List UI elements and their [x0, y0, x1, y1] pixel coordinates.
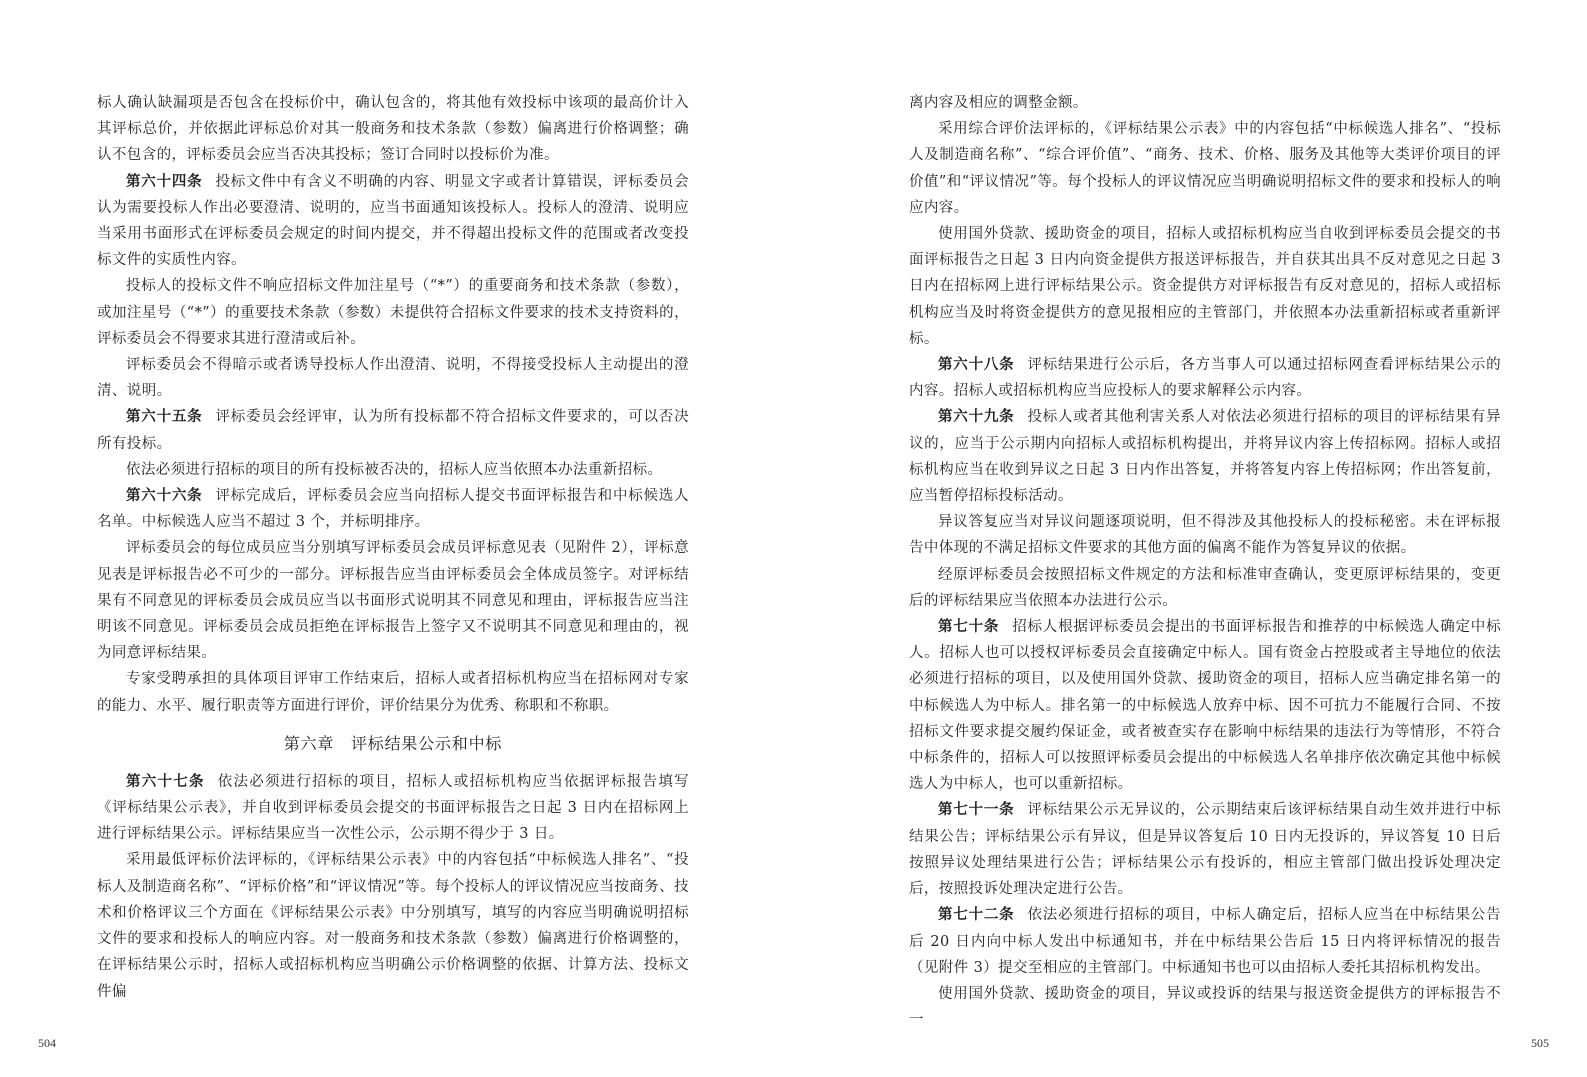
paragraph [909, 352, 1501, 404]
paragraph [909, 902, 1501, 981]
article-number: 第七十一条 [938, 801, 1015, 819]
paragraph-text: 经原评标委员会按照招标文件规定的方法和标准审查确认，变更原评标结果的，变更后的评标结果应当依照本办法进行公示。 [909, 566, 1501, 609]
paragraph [97, 769, 689, 848]
paragraph-text: 评标委员会的每位成员应当分别填写评标委员会成员评标意见表（见附件 2），评标意见表是评标报告必不可少的一部分。评标报告应当由评标委员会全体成员签字。对评标结果有不同意见的评标委员会成员应当以书面形式说明其不同意见和理由，评标报告应当注明该不同意见。评标委员会成员拒绝在评标报告上签字又不说明其不同意见和理由的，视为同意评标结果。 [97, 540, 689, 662]
article-number: 第六十八条 [938, 356, 1015, 374]
paragraph [97, 273, 689, 352]
paragraph-text: 离内容及相应的调整金额。 [909, 95, 1088, 111]
paragraph-text: 投标人的投标文件不响应招标文件加注星号（“*”）的重要商务和技术条款（参数），或加注星号（“*”）的重要技术条款（参数）未提供符合招标文件要求的技术支持资料的，评标委员会不得要求其进行澄清或后补。 [97, 278, 689, 347]
paragraph [909, 509, 1501, 561]
paragraph-text: 依法必须进行招标的项目，招标人或招标机构应当依据评标报告填写《评标结果公示表》，并自收到评标委员会提交的书面评标报告之日起 3 日内在招标网上进行评标结果公示。评标结果应当一次性公示，公示期不得少于 3 日。 [97, 773, 690, 843]
paragraph [909, 221, 1501, 352]
paragraph-text: 评标完成后，评标委员会应当向招标人提交书面评标报告和中标候选人名单。中标候选人应当不超过 3 个，并标明排序。 [97, 488, 689, 531]
paragraph-text: 依法必须进行招标的项目的所有投标被否决的，招标人应当依照本办法重新招标。 [126, 461, 663, 478]
left-page-body [97, 90, 689, 1005]
article-number: 第七十条 [938, 618, 1000, 636]
paragraph-text: 投标人或者其他利害关系人对依法必须进行招标的项目的评标结果有异议的，应当于公示期内向招标人或招标机构提出，并将异议内容上传招标网。招标人或招标机构应当在收到异议之日起 3 日内作出答复，并将答复内容上传招标网；作出答复前，应当暂停招标投标活动。 [909, 409, 1501, 505]
paragraph [909, 614, 1501, 797]
paragraph [97, 847, 689, 1004]
paragraph [97, 535, 689, 666]
paragraph [909, 981, 1501, 1033]
paragraph [97, 90, 689, 169]
paragraph-text: 标人确认缺漏项是否包含在投标价中，确认包含的，将其他有效投标中该项的最高价计入其评标总价，并依据此评标总价对其一般商务和技术条款（参数）偏离进行价格调整；确认不包含的，评标委员会应当否决其投标；签订合同时以投标价为准。 [97, 95, 689, 164]
paragraph-text: 招标人根据评标委员会提出的书面评标报告和推荐的中标候选人确定中标人。招标人也可以授权评标委员会直接确定中标人。国有资金占控股或者主导地位的依法必须进行招标的项目，以及使用国外贷款、援助资金的项目，招标人应当确定排名第一的中标候选人为中标人。排名第一的中标候选人放弃中标、因不可抗力不能履行合同、不按招标文件要求提交履约保证金，或者被查实存在影响中标结果的违法行为等情形，不符合中标条件的，招标人可以按照评标委员会提出的中标候选人名单排序依次确定其他中标候选人为中标人，也可以重新招标。 [909, 619, 1501, 793]
paragraph-text: 专家受聘承担的具体项目评审工作结束后，招标人或者招标机构应当在招标网对专家的能力、水平、履行职责等方面进行评价，评价结果分为优秀、称职和不称职。 [97, 671, 689, 714]
left-page-number: 504 [38, 1036, 56, 1050]
paragraph-text: 评标委员会不得暗示或者诱导投标人作出澄清、说明，不得接受投标人主动提出的澄清、说明。 [97, 357, 689, 400]
chapter-heading: 第六章 评标结果公示和中标 [283, 733, 503, 753]
right-page-number: 505 [1531, 1036, 1549, 1050]
paragraph-text: 评标结果公示无异议的，公示期结束后该评标结果自动生效并进行中标结果公告；评标结果公示有异议，但是异议答复后 10 日内无投诉的，异议答复 10 日后按照异议处理结果进行公告；评标结果公示有投诉的，相应主管部门做出投诉处理决定后，按照投诉处理决定进行公告。 [909, 802, 1501, 898]
paragraph-text: 评标结果进行公示后，各方当事人可以通过招标网查看评标结果公示的内容。招标人或招标机构应当应投标人的要求解释公示内容。 [909, 357, 1501, 400]
paragraph [97, 457, 689, 483]
article-number: 第六十四条 [126, 172, 203, 190]
paragraph [909, 562, 1501, 614]
paragraph-text: 投标文件中有含义不明确的内容、明显文字或者计算错误，评标委员会认为需要投标人作出必要澄清、说明的，应当书面通知该投标人。投标人的澄清、说明应当采用书面形式在评标委员会规定的时间内提交，并不得超出投标文件的范围或者改变投标文件的实质性内容。 [97, 173, 689, 269]
article-number: 第六十五条 [126, 408, 203, 426]
paragraph [909, 797, 1501, 902]
paragraph-text: 采用综合评价法评标的，《评标结果公示表》中的内容包括“中标候选人排名”、“投标人及制造商名称”、“综合评价值”、“商务、技术、价格、服务及其他等大类评价项目的评价值”和“评议情况”等。每个投标人的评议情况应当明确说明招标文件的要求和投标人的响应内容。 [909, 121, 1501, 216]
left-page [0, 0, 793, 1077]
article-number: 第六十七条 [126, 772, 205, 790]
paragraph [909, 404, 1501, 509]
paragraph-text: 使用国外贷款、援助资金的项目，招标人或招标机构应当自收到评标委员会提交的书面评标报告之日起 3 日内向资金提供方报送评标报告，并自获其出具不反对意见之日起 3 日内在招标网上进行评标结果公示。资金提供方对评标报告有反对意见的，招标人或招标机构应当及时将资金提供方的意见报相应的主管部门，并依照本办法重新招标或者重新评标。 [909, 226, 1501, 347]
paragraph-text: 采用最低评标价法评标的，《评标结果公示表》中的内容包括“中标候选人排名”、“投标人及制造商名称”、“评标价格”和“评议情况”等。每个投标人的评议情况应当按商务、技术和价格评议三个方面在《评标结果公示表》中分别填写，填写的内容应当明确说明招标文件的要求和投标人的响应内容。对一般商务和技术条款（参数）偏离进行价格调整的，在评标结果公示时，招标人或招标机构应当明确公示价格调整的依据、计算方法、投标文件偏 [97, 852, 689, 1000]
paragraph-text: 依法必须进行招标的项目，中标人确定后，招标人应当在中标结果公告后 20 日内向中标人发出中标通知书，并在中标结果公告后 15 日内将评标情况的报告（见附件 3）提交至相应的主管部门。中标通知书也可以由招标人委托其招标机构发出。 [909, 907, 1501, 976]
paragraph [97, 352, 689, 404]
paragraph [909, 116, 1501, 221]
paragraph [97, 404, 689, 456]
paragraph [97, 666, 689, 718]
paragraph-text: 异议答复应当对异议问题逐项说明，但不得涉及其他投标人的投标秘密。未在评标报告中体现的不满足招标文件要求的其他方面的偏离不能作为答复异议的依据。 [909, 514, 1501, 557]
paragraph-text: 使用国外贷款、援助资金的项目，异议或投诉的结果与报送资金提供方的评标报告不一 [909, 985, 1501, 1029]
paragraph [97, 169, 689, 274]
article-number: 第六十六条 [126, 487, 203, 505]
right-page-body [909, 90, 1501, 1033]
right-page [793, 0, 1587, 1077]
paragraph [97, 483, 689, 535]
paragraph [909, 90, 1501, 116]
paragraph-text: 评标委员会经评审，认为所有投标都不符合招标文件要求的，可以否决所有投标。 [97, 409, 689, 452]
article-number: 第六十九条 [938, 408, 1015, 426]
article-number: 第七十二条 [938, 906, 1015, 924]
